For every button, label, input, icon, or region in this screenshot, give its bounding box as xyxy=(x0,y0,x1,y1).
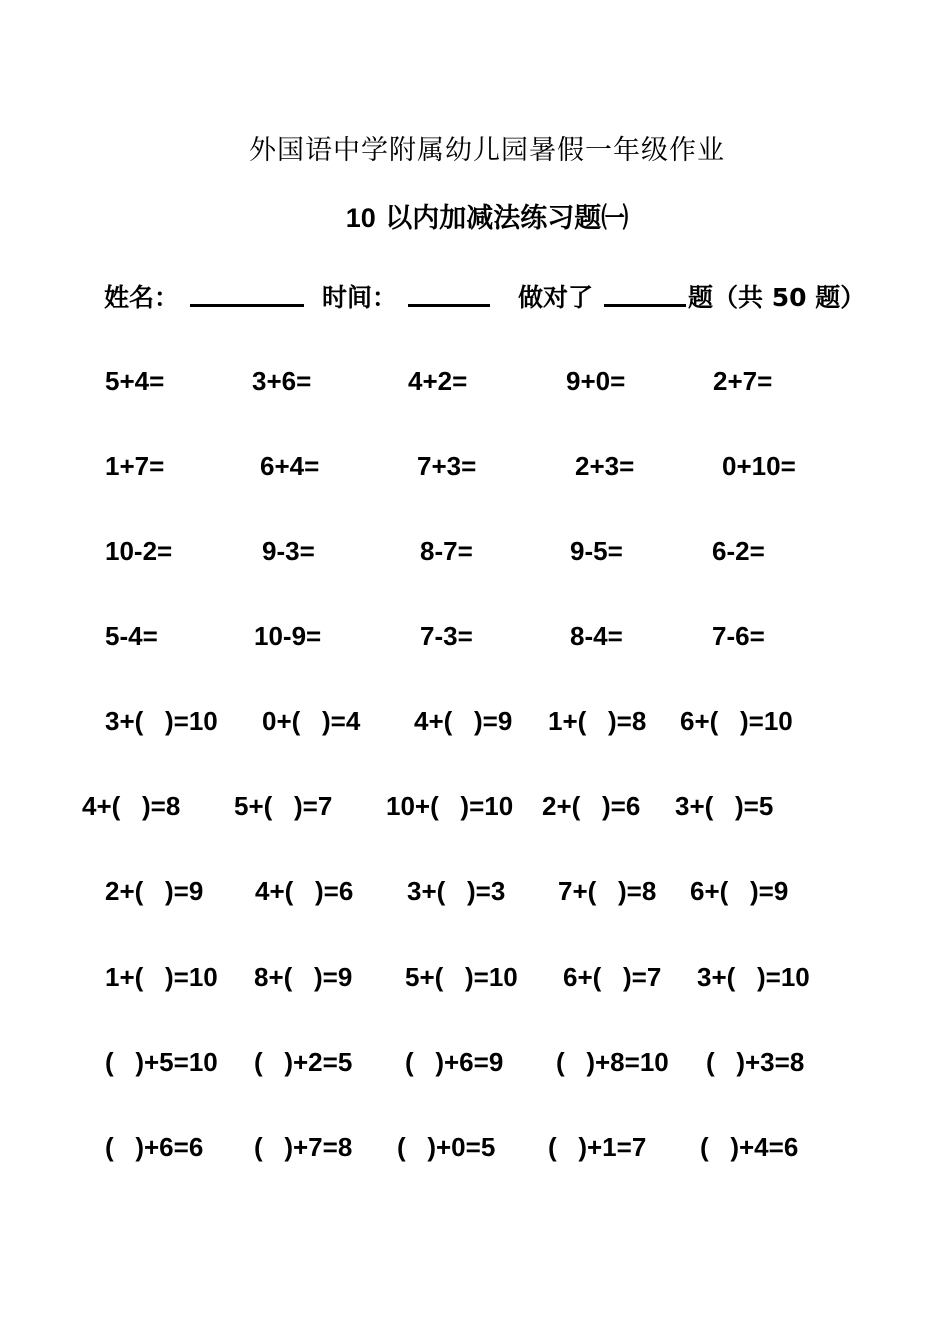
problem-row xyxy=(0,1047,950,1087)
math-problem[interactable]: 3+( )=10 xyxy=(105,706,218,736)
math-problem[interactable]: 7+( )=8 xyxy=(558,876,657,906)
math-problem[interactable]: 4+( )=8 xyxy=(82,791,181,821)
math-problem[interactable]: 3+6= xyxy=(252,366,312,396)
problem-row xyxy=(0,621,950,661)
problem-row xyxy=(0,791,950,831)
math-problem[interactable]: 1+( )=8 xyxy=(548,706,647,736)
math-problem[interactable]: 5+( )=10 xyxy=(405,962,518,992)
time-label: 时间： xyxy=(322,283,398,312)
worksheet-title: 外国语中学附属幼儿园暑假一年级作业 xyxy=(249,135,725,166)
math-problem[interactable]: 0+( )=4 xyxy=(262,706,361,736)
math-problem[interactable]: ( )+8=10 xyxy=(556,1047,669,1077)
math-problem[interactable]: 6-2= xyxy=(712,536,765,566)
math-problem[interactable]: 8-7= xyxy=(420,536,473,566)
problem-row xyxy=(0,451,950,491)
math-problem[interactable]: 4+( )=9 xyxy=(414,706,513,736)
math-problem[interactable]: 2+( )=6 xyxy=(542,791,641,821)
math-problem[interactable]: 2+3= xyxy=(575,451,635,481)
name-label: 姓名： xyxy=(104,283,180,312)
math-problem[interactable]: 9+0= xyxy=(566,366,626,396)
math-problem[interactable]: ( )+3=8 xyxy=(706,1047,805,1077)
math-problem[interactable]: 9-5= xyxy=(570,536,623,566)
correct-label: 做对了 xyxy=(518,283,594,312)
math-problem[interactable]: 8+( )=9 xyxy=(254,962,353,992)
math-problem[interactable]: ( )+5=10 xyxy=(105,1047,218,1077)
math-problem[interactable]: 3+( )=5 xyxy=(675,791,774,821)
math-problem[interactable]: 5+4= xyxy=(105,366,165,396)
math-problem[interactable]: 9-3= xyxy=(262,536,315,566)
math-problem[interactable]: 6+4= xyxy=(260,451,320,481)
math-problem[interactable]: 4+2= xyxy=(408,366,468,396)
math-problem[interactable]: 3+( )=3 xyxy=(407,876,506,906)
math-problem[interactable]: 4+( )=6 xyxy=(255,876,354,906)
math-problem[interactable]: ( )+4=6 xyxy=(700,1132,799,1162)
math-problem[interactable]: ( )+6=6 xyxy=(105,1132,204,1162)
problem-row xyxy=(0,706,950,746)
problem-row xyxy=(0,876,950,916)
math-problem[interactable]: 3+( )=10 xyxy=(697,962,810,992)
math-problem[interactable]: 1+7= xyxy=(105,451,165,481)
math-problem[interactable]: 10-9= xyxy=(254,621,322,651)
problem-row xyxy=(0,366,950,406)
math-problem[interactable]: 0+10= xyxy=(722,451,796,481)
math-problem[interactable]: 5+( )=7 xyxy=(234,791,333,821)
problem-row xyxy=(0,536,950,576)
subtitle-number: 10 xyxy=(345,203,376,233)
math-problem[interactable]: 7-3= xyxy=(420,621,473,651)
math-problem[interactable]: 6+( )=10 xyxy=(680,706,793,736)
math-problem[interactable]: 8-4= xyxy=(570,621,623,651)
math-problem[interactable]: 10-2= xyxy=(105,536,173,566)
math-problem[interactable]: 2+( )=9 xyxy=(105,876,204,906)
math-problem[interactable]: ( )+0=5 xyxy=(397,1132,496,1162)
total-label: 题（共 50 题） xyxy=(688,283,866,312)
math-problem[interactable]: 6+( )=7 xyxy=(563,962,662,992)
math-problem[interactable]: ( )+7=8 xyxy=(254,1132,353,1162)
math-problem[interactable]: 10+( )=10 xyxy=(386,791,514,821)
math-problem[interactable]: ( )+1=7 xyxy=(548,1132,647,1162)
problem-row xyxy=(0,1132,950,1172)
math-problem[interactable]: ( )+6=9 xyxy=(405,1047,504,1077)
math-problem[interactable]: 6+( )=9 xyxy=(690,876,789,906)
problem-row xyxy=(0,962,950,1002)
math-problem[interactable]: 2+7= xyxy=(713,366,773,396)
math-problem[interactable]: 5-4= xyxy=(105,621,158,651)
math-problem[interactable]: 7-6= xyxy=(712,621,765,651)
math-problem[interactable]: 7+3= xyxy=(417,451,477,481)
math-problem[interactable]: 1+( )=10 xyxy=(105,962,218,992)
math-problem[interactable]: ( )+2=5 xyxy=(254,1047,353,1077)
worksheet-subtitle xyxy=(12,196,950,235)
subtitle-text: 以内加减法练习题㈠ xyxy=(385,203,629,234)
